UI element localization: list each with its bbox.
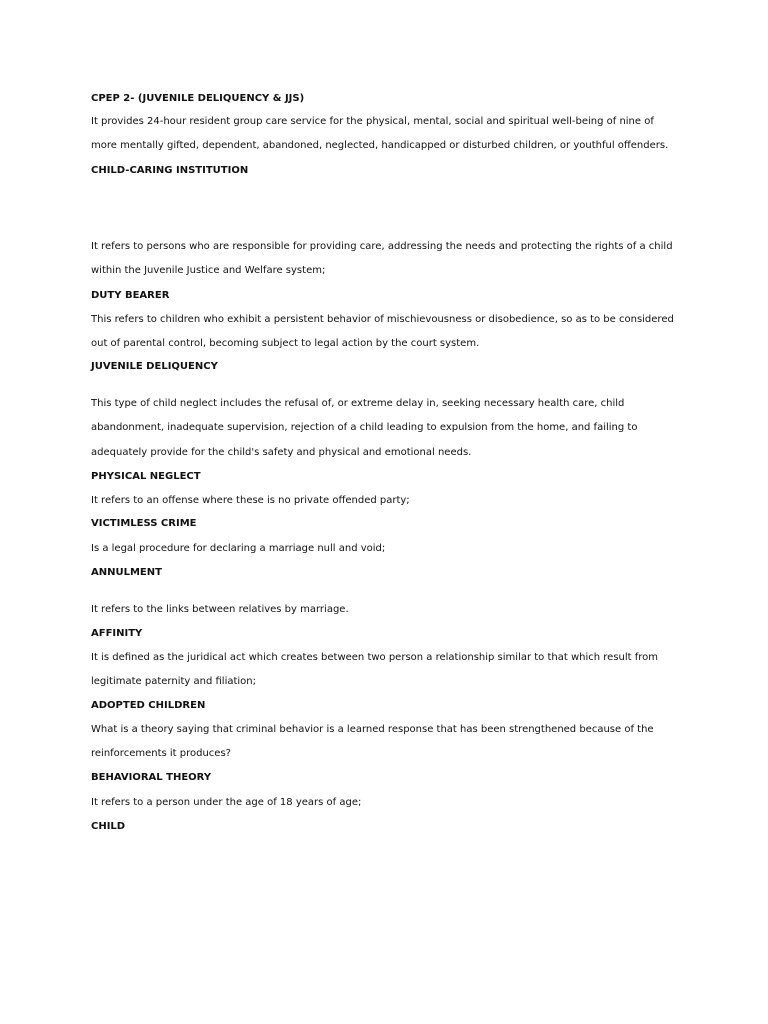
question-line: It refers to an offense where these is no private offended party; [91,495,410,506]
question-line: Is a legal procedure for declaring a marriage null and void; [91,543,386,554]
question-line: It refers to the links between relatives by marriage. [91,604,349,615]
question-line: more mentally gifted, dependent, abandoned, neglected, handicapped or disturbed children, or youthful offenders. [91,140,669,151]
answer-term: PHYSICAL NEGLECT [91,471,201,482]
answer-term: CHILD [91,821,126,832]
document-title: CPEP 2- (JUVENILE DELIQUENCY & JJS) [91,93,305,104]
question-line: out of parental control, becoming subject to legal action by the court system. [91,338,480,349]
question-line: It is defined as the juridical act which creates between two person a relationship similar to that which result from [91,652,659,663]
answer-term: DUTY BEARER [91,290,170,301]
question-line: What is a theory saying that criminal behavior is a learned response that has been strengthened because of the [91,724,654,735]
question-line: It refers to a person under the age of 18 years of age; [91,797,362,808]
answer-term: BEHAVIORAL THEORY [91,772,212,783]
answer-term: ANNULMENT [91,567,162,578]
answer-term: JUVENILE DELIQUENCY [91,361,218,372]
question-line: reinforcements it produces? [91,748,231,759]
answer-term: CHILD-CARING INSTITUTION [91,165,249,176]
question-line: adequately provide for the child's safety and physical and emotional needs. [91,447,472,458]
answer-term: VICTIMLESS CRIME [91,518,197,529]
question-line: abandonment, inadequate supervision, rejection of a child leading to expulsion from the home, and failing to [91,422,638,433]
answer-term: ADOPTED CHILDREN [91,700,206,711]
answer-term: AFFINITY [91,628,143,639]
question-line: This type of child neglect includes the refusal of, or extreme delay in, seeking necessary health care, child [91,398,625,409]
question-line: legitimate paternity and filiation; [91,676,256,687]
question-line: This refers to children who exhibit a persistent behavior of mischievousness or disobedience, so as to be considered [91,314,674,325]
question-line: It refers to persons who are responsible for providing care, addressing the needs and protecting the rights of a child [91,241,673,252]
question-line: It provides 24-hour resident group care service for the physical, mental, social and spiritual well-being of nine of [91,116,654,127]
question-line: within the Juvenile Justice and Welfare system; [91,265,326,276]
